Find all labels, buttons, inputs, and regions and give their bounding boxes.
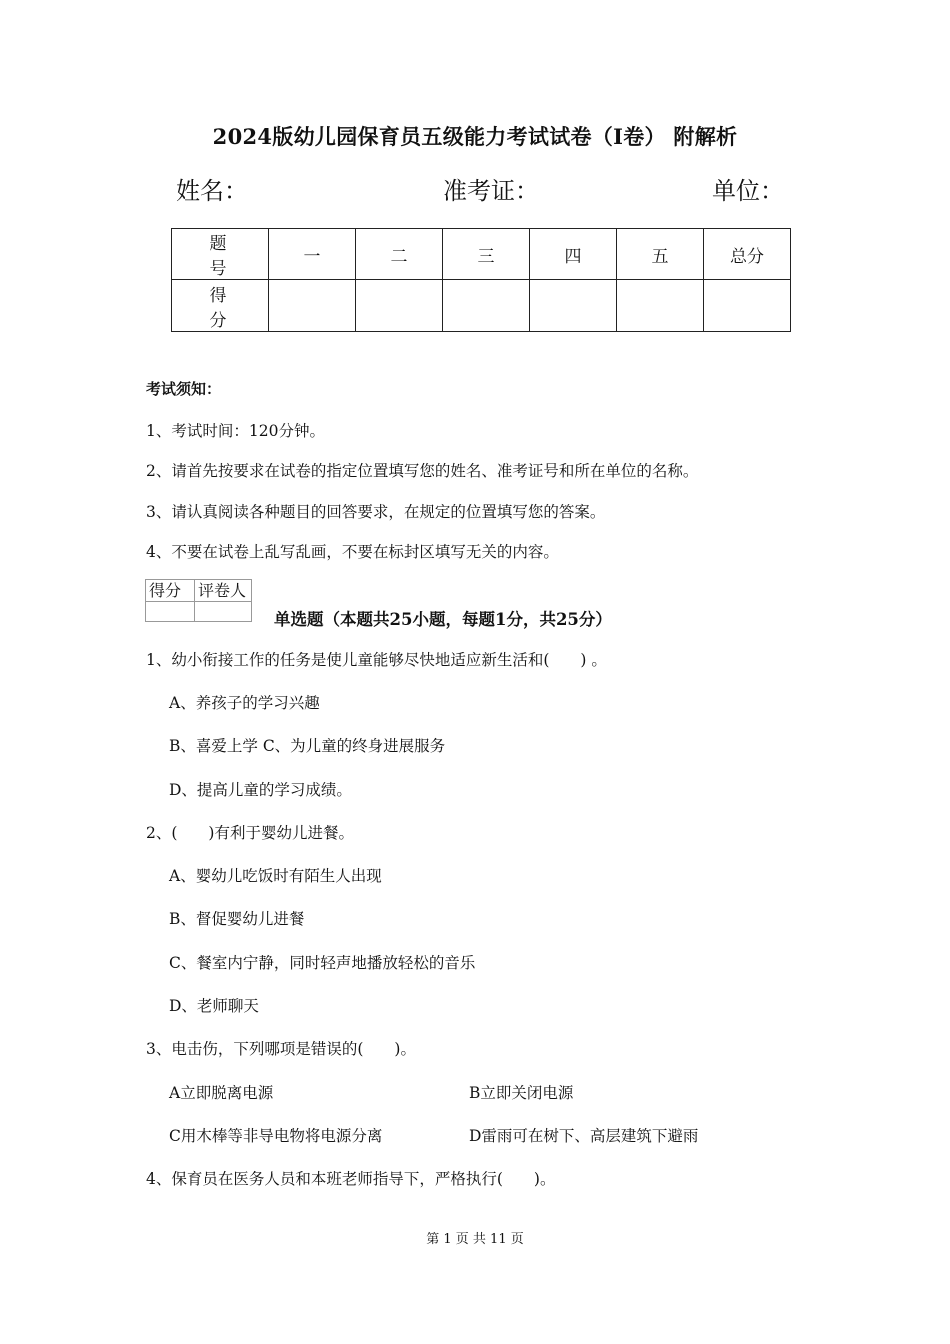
grader-score-label: 得分 <box>146 580 195 602</box>
score-cell-1[interactable] <box>269 280 356 332</box>
section-title: 单选题（本题共25小题，每题1分，共25分） <box>274 610 612 629</box>
question-option: C、餐室内宁静，同时轻声地播放轻松的音乐 <box>169 954 476 972</box>
score-cell-3[interactable] <box>443 280 530 332</box>
notice-item: 3、请认真阅读各种题目的回答要求，在规定的位置填写您的答案。 <box>146 503 606 521</box>
name-label: 姓名： <box>176 177 248 205</box>
notice-item: 4、不要在试卷上乱写乱画，不要在标封区填写无关的内容。 <box>146 543 559 561</box>
section-3-header: 三 <box>443 229 530 280</box>
question-option: A、婴幼儿吃饭时有陌生人出现 <box>169 867 382 885</box>
question-stem: 1、幼小衔接工作的任务是使儿童能够尽快地适应新生活和( ) 。 <box>146 651 607 669</box>
question-option: C用木棒等非导电物将电源分离 <box>169 1127 383 1145</box>
grader-name-cell[interactable] <box>195 602 252 622</box>
question-option: B立即关闭电源 <box>469 1084 574 1102</box>
question-option: A、养孩子的学习兴趣 <box>169 694 320 712</box>
question-option: D雷雨可在树下、高层建筑下避雨 <box>469 1127 699 1145</box>
question-stem: 2、( )有利于婴幼儿进餐。 <box>146 824 354 842</box>
notice-item: 2、请首先按要求在试卷的指定位置填写您的姓名、准考证号和所在单位的名称。 <box>146 462 699 480</box>
question-option: A立即脱离电源 <box>169 1084 274 1102</box>
question-number-header: 题 号 <box>172 229 269 280</box>
score-table <box>171 228 791 332</box>
grader-name-label: 评卷人 <box>195 580 252 602</box>
unit-label: 单位： <box>712 177 784 205</box>
question-option: D、提高儿童的学习成绩。 <box>169 781 352 799</box>
section-1-header: 一 <box>269 229 356 280</box>
question-stem: 4、保育员在医务人员和本班老师指导下，严格执行( )。 <box>146 1170 556 1188</box>
question-option: B、督促婴幼儿进餐 <box>169 910 305 928</box>
score-row-label: 得 分 <box>172 280 269 332</box>
page-title: 2024版幼儿园保育员五级能力考试试卷（I卷） 附解析 <box>212 124 738 149</box>
score-cell-4[interactable] <box>530 280 617 332</box>
notice-heading: 考试须知： <box>146 380 222 398</box>
score-table-header-row <box>172 229 791 280</box>
section-2-header: 二 <box>356 229 443 280</box>
question-stem: 3、电击伤，下列哪项是错误的( )。 <box>146 1040 416 1058</box>
score-cell-5[interactable] <box>617 280 704 332</box>
question-option: B、喜爱上学 C、为儿童的终身进展服务 <box>169 737 446 755</box>
section-4-header: 四 <box>530 229 617 280</box>
notice-item: 1、考试时间：120分钟。 <box>146 422 325 440</box>
grader-score-cell[interactable] <box>146 602 195 622</box>
grader-box <box>145 579 252 622</box>
total-header: 总分 <box>704 229 791 280</box>
score-table-score-row <box>172 280 791 332</box>
exam-id-label: 准考证： <box>443 177 539 205</box>
question-option: D、老师聊天 <box>169 997 259 1015</box>
page-footer: 第 1 页 共 11 页 <box>426 1232 524 1247</box>
score-cell-total[interactable] <box>704 280 791 332</box>
score-cell-2[interactable] <box>356 280 443 332</box>
section-5-header: 五 <box>617 229 704 280</box>
